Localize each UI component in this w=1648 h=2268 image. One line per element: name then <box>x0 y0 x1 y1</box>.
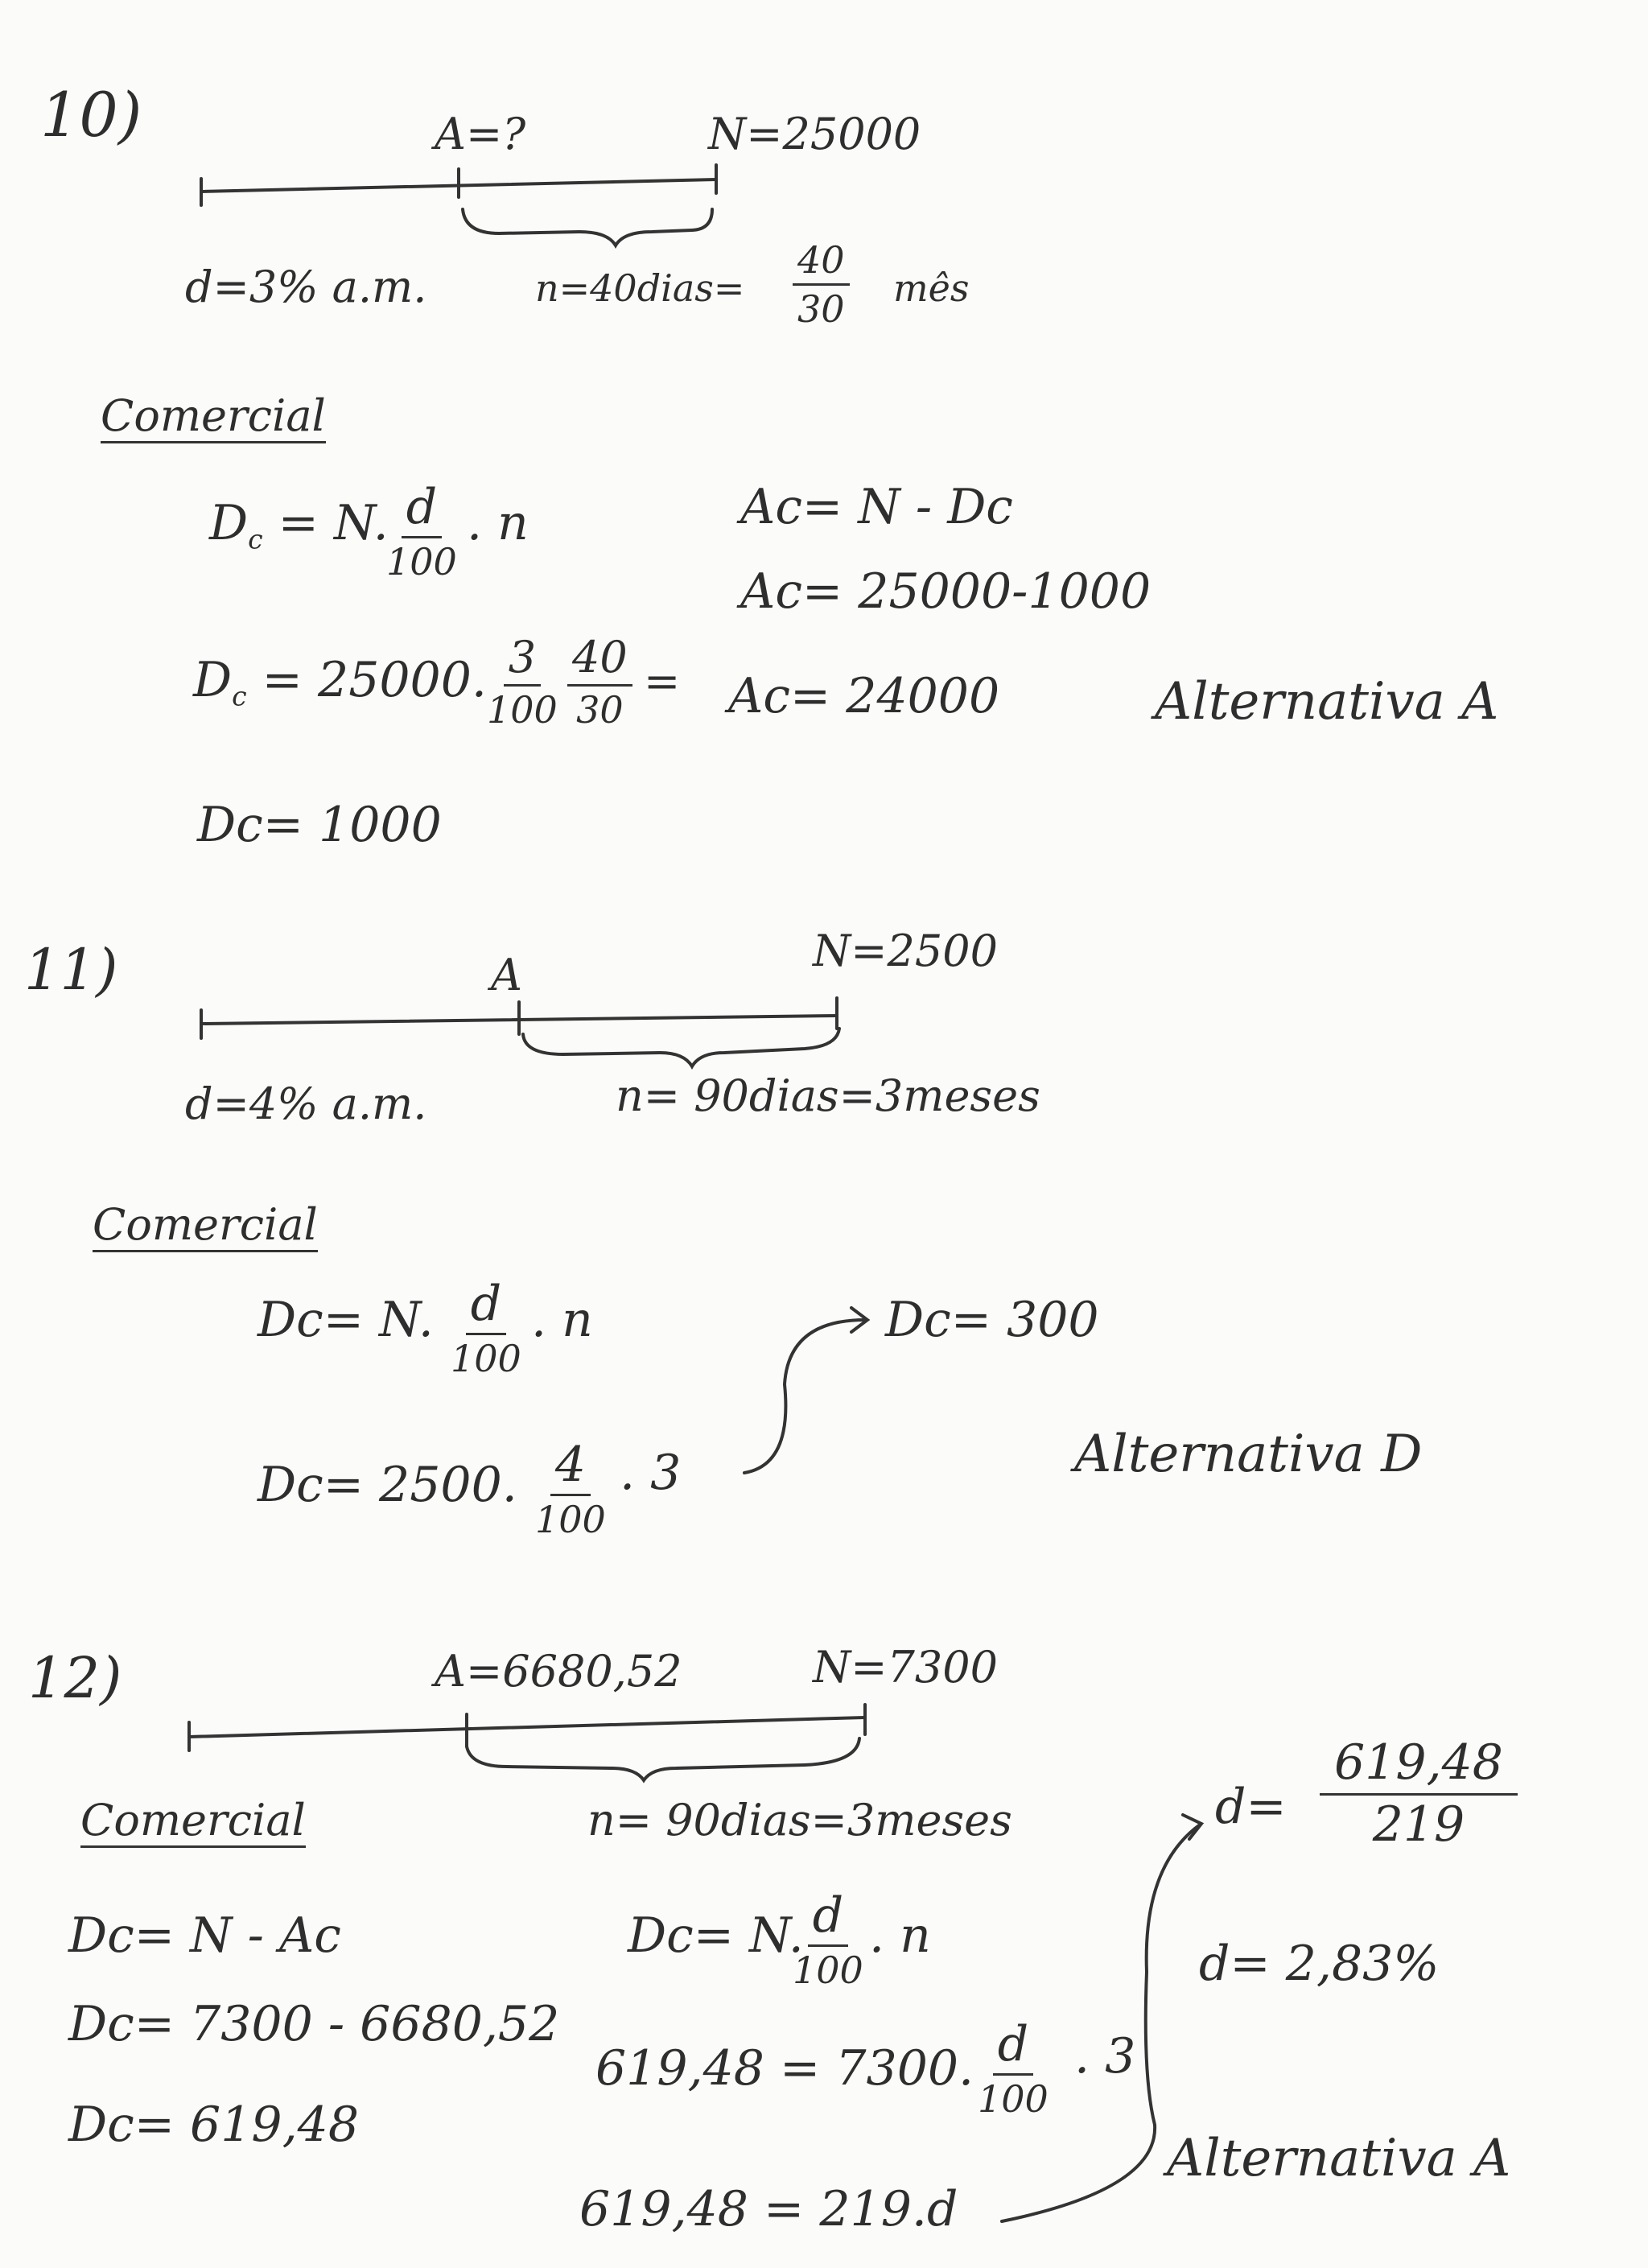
subst-fraction-1 <box>487 632 558 732</box>
timeline-a-label-11: A <box>491 950 522 1000</box>
timeline-12 <box>189 1705 865 1780</box>
timeline-a-label-10: A=? <box>435 109 526 159</box>
timeline-11 <box>201 998 839 1066</box>
subst-mid: = 25000. <box>262 652 487 708</box>
timeline-n-label-10: N=25000 <box>708 109 921 159</box>
subst-100-12: 100 <box>978 2077 1049 2121</box>
period-fraction-num: 40 <box>793 241 850 286</box>
d-fraction-12 <box>1320 1734 1518 1853</box>
d-num-12: 619,48 <box>1320 1738 1518 1796</box>
method-heading-12: Comercial <box>80 1799 306 1848</box>
answer-10: Alternativa A <box>1155 672 1499 732</box>
formula-fraction-10 <box>386 479 457 583</box>
formula-d-11: d <box>466 1280 506 1335</box>
rate-label-11: d=4% a.m. <box>185 1078 427 1129</box>
formula-10 <box>209 495 389 555</box>
period-fraction-den: 30 <box>797 287 845 331</box>
formula-d: d <box>402 483 442 538</box>
substitution-11: Dc= 2500. <box>258 1457 517 1513</box>
d-result-12: d= 2,83% <box>1199 1936 1440 1992</box>
right-line-10-2: Ac= 25000-1000 <box>740 563 1152 620</box>
formula-fraction-12 <box>793 1887 863 1992</box>
subst-tail-12: . 3 <box>1074 2028 1136 2084</box>
formula-tail-10: . n <box>467 495 529 551</box>
right-line-10-3: Ac= 24000 <box>728 668 1000 724</box>
formula-lhs: D <box>209 495 249 551</box>
timeline-n-label-12: N=7300 <box>813 1642 998 1693</box>
rate-label-10: d=3% a.m. <box>185 262 427 312</box>
timeline-10 <box>201 165 716 245</box>
left-line-12-1: Dc= N - Ac <box>68 1907 341 1964</box>
last-line-12: 619,48 = 219.d <box>579 2181 958 2237</box>
period-label-11: n= 90dias=3meses <box>616 1070 1040 1121</box>
left-line-12-2: Dc= 7300 - 6680,52 <box>68 1996 560 2052</box>
subst-f1-num: 3 <box>504 636 541 687</box>
formula-fraction-11 <box>451 1276 521 1380</box>
subst-sub: c <box>232 680 247 712</box>
period-label-12: n= 90dias=3meses <box>587 1795 1012 1845</box>
method-heading-10: Comercial <box>101 394 326 443</box>
problem-number-10: 10) <box>40 79 142 151</box>
formula-sub: c <box>248 523 263 555</box>
subst-f1-den: 100 <box>487 688 558 732</box>
right-line-10-1: Ac= N - Dc <box>740 479 1013 535</box>
subst-lhs: D <box>193 652 233 708</box>
formula-tail-11: . n <box>531 1292 593 1348</box>
period-label-10: n=40dias= <box>535 266 745 310</box>
result-10: Dc= 1000 <box>197 797 442 853</box>
period-unit-10: mês <box>893 266 970 310</box>
subst-fraction-2 <box>567 632 632 732</box>
d-den-12: 219 <box>1372 1796 1465 1853</box>
answer-11: Alternativa D <box>1074 1425 1423 1484</box>
period-fraction-10 <box>793 238 850 331</box>
subst-den-11: 100 <box>535 1498 606 1541</box>
problem-number-11: 11) <box>24 937 118 1003</box>
subst-fraction-11 <box>535 1437 606 1541</box>
subst-num-11: 4 <box>550 1441 591 1496</box>
formula-12: Dc= N. <box>628 1907 804 1964</box>
formula-100-11: 100 <box>451 1337 521 1380</box>
subst-d-12: d <box>993 2020 1033 2076</box>
timeline-n-label-11: N=2500 <box>813 926 998 976</box>
formula-d-12: d <box>808 1891 848 1947</box>
substitution-12: 619,48 = 7300. <box>595 2040 974 2097</box>
formula-tail-12: . n <box>869 1907 931 1964</box>
arrow-11 <box>744 1320 865 1473</box>
method-heading-11: Comercial <box>93 1203 318 1252</box>
formula-100-12: 100 <box>793 1948 863 1992</box>
left-line-12-3: Dc= 619,48 <box>68 2097 359 2153</box>
subst-fraction-12 <box>978 2016 1049 2121</box>
subst-eq-10: = <box>644 656 681 707</box>
formula-mid: = N. <box>278 495 389 551</box>
substitution-10 <box>193 652 487 712</box>
subst-f2-num: 40 <box>567 636 632 687</box>
subst-f2-den: 30 <box>576 688 624 732</box>
subst-tail-11: . 3 <box>620 1445 682 1501</box>
problem-number-12: 12) <box>28 1645 122 1711</box>
timeline-a-label-12: A=6680,52 <box>435 1646 682 1697</box>
formula-100: 100 <box>386 540 457 583</box>
answer-12: Alternativa A <box>1167 2129 1511 2188</box>
formula-11: Dc= N. <box>258 1292 434 1348</box>
d-lhs-12: d= <box>1215 1779 1287 1835</box>
result-11: Dc= 300 <box>885 1292 1099 1348</box>
